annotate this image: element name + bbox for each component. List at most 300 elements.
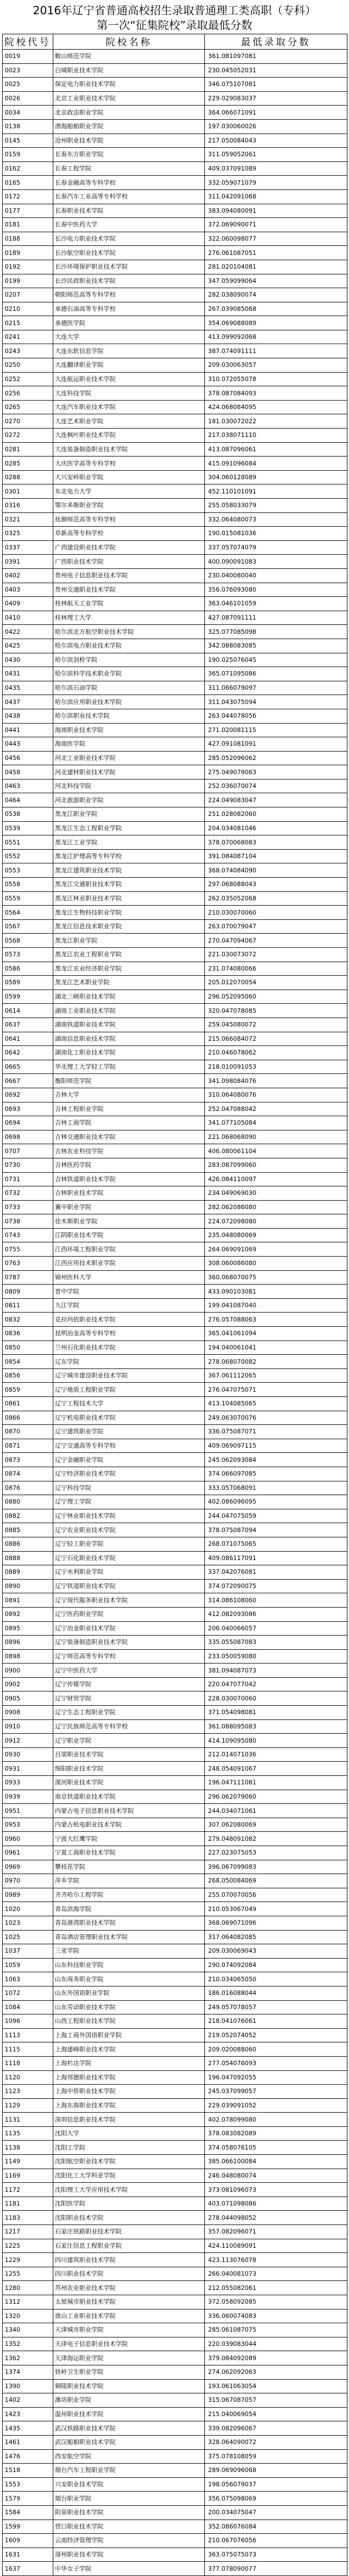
min-score-cell: 212.055082061 — [205, 2281, 347, 2295]
school-code-cell: 1402 — [3, 2393, 53, 2408]
school-code-cell: 0573 — [3, 948, 53, 962]
table-row — [3, 849, 347, 863]
school-code-cell: 1131 — [3, 2113, 53, 2127]
school-name-cell: 辽宁轻工职业学院 — [53, 1537, 205, 1551]
min-score-cell: 263.044078056 — [205, 709, 347, 723]
table-row — [3, 2309, 347, 2323]
school-name-cell: 云南经济管理学院 — [53, 2534, 205, 2548]
school-code-cell: 0025 — [3, 78, 53, 92]
school-name-cell: 铁岭卫生职业学院 — [53, 2365, 205, 2379]
table-row — [3, 1691, 347, 1706]
school-name-cell: 江西环境工程职业学院 — [53, 1242, 205, 1257]
school-code-cell: 1637 — [3, 2562, 53, 2576]
school-code-cell: 0953 — [3, 1818, 53, 1832]
table-row — [3, 527, 347, 541]
min-score-cell: 282.038090074 — [205, 288, 347, 302]
school-code-cell: 0882 — [3, 1509, 53, 1523]
school-name-cell: 辽宁现代服务职业技术学院 — [53, 1593, 205, 1608]
school-code-cell: 0693 — [3, 1102, 53, 1116]
table-row — [3, 1930, 347, 1944]
school-name-cell: 宁波大红鹰学院 — [53, 1832, 205, 1846]
table-row — [3, 1046, 347, 1060]
table-row — [3, 835, 347, 850]
school-code-cell: 0159 — [3, 148, 53, 162]
table-row — [3, 2211, 347, 2225]
table-row — [3, 232, 347, 246]
min-score-cell: 413.087096061 — [205, 442, 347, 457]
table-row — [3, 1368, 347, 1383]
school-name-cell: 辽宁冶金职业技术学院 — [53, 1621, 205, 1636]
table-row — [3, 934, 347, 948]
school-code-cell: 1020 — [3, 1902, 53, 1916]
school-name-cell: 辽宁装备制造职业技术学院 — [53, 1636, 205, 1650]
school-code-cell: 0908 — [3, 1706, 53, 1720]
school-code-cell: 1072 — [3, 1986, 53, 2000]
school-code-cell: 0567 — [3, 919, 53, 934]
header-school-name: 院校名称 — [53, 34, 205, 50]
school-name-cell: 吉林农业科技学院 — [53, 1144, 205, 1158]
table-row — [3, 1776, 347, 1790]
min-score-cell: 277.054076093 — [205, 2056, 347, 2070]
school-name-cell: 齐齐哈尔工程学院 — [53, 1888, 205, 1902]
school-name-cell: 承德医学院 — [53, 316, 205, 330]
table-row — [3, 400, 347, 414]
min-score-cell: 337.057074079 — [205, 540, 347, 555]
school-name-cell: 四川职业技术学院 — [53, 2267, 205, 2281]
min-score-cell: 278.044098052 — [205, 2211, 347, 2225]
school-code-cell: 1063 — [3, 1972, 53, 1986]
table-row — [3, 1818, 347, 1832]
school-code-cell: 0902 — [3, 1677, 53, 1691]
min-score-cell: 255.058033079 — [205, 499, 347, 513]
table-row — [3, 429, 347, 443]
min-score-cell: 374.072090075 — [205, 1579, 347, 1593]
school-name-cell: 抚顺师范高等专科学校 — [53, 512, 205, 527]
school-code-cell: 0731 — [3, 1172, 53, 1186]
min-score-cell: 224.049083047 — [205, 793, 347, 807]
school-name-cell: 吉林医药学院 — [53, 1158, 205, 1172]
school-name-cell: 河北建材职业技术学院 — [53, 765, 205, 780]
min-score-cell: 361.088095083 — [205, 1719, 347, 1734]
table-row — [3, 1495, 347, 1509]
min-score-cell: 283.087099060 — [205, 1158, 347, 1172]
school-name-cell: 黑龙江职业学院 — [53, 934, 205, 948]
table-row — [3, 2295, 347, 2309]
school-code-cell: 0743 — [3, 1228, 53, 1242]
min-score-cell: 198.056079037 — [205, 2477, 347, 2492]
table-row — [3, 695, 347, 709]
min-score-cell: 221.068068090 — [205, 1130, 347, 1144]
table-row — [3, 1144, 347, 1158]
document-title: 2016年辽宁省普通高校招生录取普通理工类高职（专科） — [33, 4, 316, 17]
table-row — [3, 667, 347, 681]
school-name-cell: 广西建设职业技术学院 — [53, 540, 205, 555]
school-code-cell: 0933 — [3, 1776, 53, 1790]
school-code-cell: 0892 — [3, 1607, 53, 1621]
school-code-cell: 1579 — [3, 2492, 53, 2506]
school-name-cell: 冀中职业学院 — [53, 1200, 205, 1214]
table-row — [3, 1790, 347, 1804]
min-score-cell: 381.094087073 — [205, 1664, 347, 1678]
school-code-cell: 0811 — [3, 1298, 53, 1313]
school-name-cell: 山东科技职业学院 — [53, 1958, 205, 1972]
min-score-cell: 210.053067049 — [205, 1902, 347, 1916]
school-code-cell: 0337 — [3, 540, 53, 555]
school-name-cell: 内蒙古电子信息职业技术学院 — [53, 1804, 205, 1818]
school-code-cell: 0889 — [3, 1565, 53, 1580]
table-row — [3, 2239, 347, 2253]
table-row — [3, 1355, 347, 1369]
min-score-cell: 204.034081046 — [205, 821, 347, 835]
school-code-cell: 1374 — [3, 2365, 53, 2379]
school-code-cell: 0243 — [3, 344, 53, 358]
school-code-cell: 0888 — [3, 1551, 53, 1565]
min-score-cell: 424.068084095 — [205, 400, 347, 414]
school-code-cell: 0732 — [3, 1186, 53, 1201]
school-name-cell: 广西职业技术学院 — [53, 555, 205, 569]
min-score-cell: 385.066100084 — [205, 2155, 347, 2169]
school-code-cell: 1280 — [3, 2281, 53, 2295]
school-name-cell: 辽宁交通高等专科学校 — [53, 1439, 205, 1453]
school-name-cell: 黑龙江建筑职业技术学院 — [53, 863, 205, 878]
min-score-cell: 289.069096068 — [205, 2464, 347, 2478]
school-code-cell: 1037 — [3, 1944, 53, 1959]
table-row — [3, 1832, 347, 1846]
school-name-cell: 长春汽车工业高等专科学校 — [53, 189, 205, 204]
table-row — [3, 863, 347, 878]
table-row — [3, 386, 347, 401]
table-row — [3, 906, 347, 920]
school-code-cell: 0854 — [3, 1355, 53, 1369]
table-row — [3, 1762, 347, 1776]
table-row — [3, 1313, 347, 1327]
school-name-cell: 阳泉职业技术学院 — [53, 2505, 205, 2520]
table-row — [3, 1944, 347, 1959]
min-score-cell: 339.082096067 — [205, 2421, 347, 2436]
school-code-cell: 0552 — [3, 849, 53, 863]
min-score-cell: 210.067076056 — [205, 2534, 347, 2548]
table-row — [3, 1972, 347, 1986]
min-score-cell: 296.052095060 — [205, 990, 347, 1004]
table-row — [3, 1986, 347, 2000]
table-row — [3, 274, 347, 288]
school-name-cell: 大连大学 — [53, 330, 205, 344]
school-code-cell: 0252 — [3, 372, 53, 386]
min-score-cell: 276.047075071 — [205, 1383, 347, 1397]
table-row — [3, 1747, 347, 1762]
table-row — [3, 1706, 347, 1720]
table-row — [3, 2042, 347, 2057]
table-row — [3, 1523, 347, 1537]
school-code-cell: 0951 — [3, 1804, 53, 1818]
school-code-cell: 0559 — [3, 891, 53, 906]
table-row — [3, 2534, 347, 2548]
table-header-row — [3, 34, 347, 50]
school-name-cell: 黑龙江生物科技职业学院 — [53, 906, 205, 920]
min-score-cell: 332.059071079 — [205, 176, 347, 190]
school-name-cell: 阜新高等专科学校 — [53, 527, 205, 541]
school-name-cell: 桂林航天工业学院 — [53, 597, 205, 611]
min-score-cell: 220.047077042 — [205, 1677, 347, 1691]
table-row — [3, 807, 347, 822]
table-row — [3, 1242, 347, 1257]
school-name-cell: 辽宁地质工程职业学院 — [53, 1383, 205, 1397]
school-name-cell: 辽宁经济职业技术学院 — [53, 1467, 205, 1481]
table-row — [3, 2085, 347, 2099]
school-name-cell: 温州职业技术学院 — [53, 2407, 205, 2421]
min-score-cell: 328.064090072 — [205, 2435, 347, 2449]
min-score-cell: 354.069088089 — [205, 316, 347, 330]
school-name-cell: 朝阳师范高等专科学校 — [53, 288, 205, 302]
table-row — [3, 1888, 347, 1902]
school-name-cell: 黑龙江交通职业技术学院 — [53, 878, 205, 892]
school-name-cell: 河北科技学院 — [53, 779, 205, 793]
table-row — [3, 1327, 347, 1341]
school-name-cell: 哈尔滨应用职业技术学院 — [53, 695, 205, 709]
school-name-cell: 辽宁民族师范高等专科学校 — [53, 1719, 205, 1734]
school-code-cell: 0192 — [3, 260, 53, 274]
table-row — [3, 1621, 347, 1636]
table-row — [3, 1902, 347, 1916]
table-row — [3, 344, 347, 358]
school-code-cell: 1169 — [3, 2169, 53, 2183]
school-name-cell: 沈阳职业技术学院 — [53, 2211, 205, 2225]
school-code-cell: 0692 — [3, 1088, 53, 1102]
school-code-cell: 0873 — [3, 1453, 53, 1467]
table-row — [3, 1411, 347, 1425]
school-code-cell: 0874 — [3, 1467, 53, 1481]
school-code-cell: 0325 — [3, 527, 53, 541]
school-code-cell: 0207 — [3, 288, 53, 302]
min-score-cell: 218.010091053 — [205, 1060, 347, 1074]
school-name-cell: 长春职业技术学院 — [53, 204, 205, 218]
school-code-cell: 1120 — [3, 2070, 53, 2085]
table-row — [3, 2562, 347, 2576]
school-name-cell: 辽宁建筑职业学院 — [53, 1425, 205, 1439]
school-name-cell: 黑龙江信息技术职业学院 — [53, 919, 205, 934]
school-name-cell: 烟台职业学院 — [53, 2492, 205, 2506]
min-score-cell: 403.071098086 — [205, 2197, 347, 2211]
min-score-cell: 433.090103081 — [205, 1285, 347, 1299]
table-row — [3, 976, 347, 990]
table-row — [3, 1214, 347, 1229]
table-row — [3, 499, 347, 513]
school-code-cell: 0876 — [3, 1481, 53, 1495]
school-code-cell: 0172 — [3, 189, 53, 204]
table-row — [3, 653, 347, 667]
school-code-cell: 0787 — [3, 1270, 53, 1285]
score-table — [2, 34, 347, 2576]
school-name-cell: 营口职业技术学院 — [53, 2520, 205, 2534]
school-name-cell: 武汉铁路职业技术学院 — [53, 2421, 205, 2436]
table-row — [3, 2365, 347, 2379]
table-row — [3, 2225, 347, 2239]
school-code-cell: 0694 — [3, 1116, 53, 1130]
table-row — [3, 484, 347, 499]
school-name-cell: 长春金融高等专科学校 — [53, 176, 205, 190]
school-name-cell: 苏州农业职业技术学院 — [53, 2281, 205, 2295]
school-name-cell: 河北旅游职业学院 — [53, 793, 205, 807]
table-row — [3, 1846, 347, 1860]
table-row — [3, 1804, 347, 1818]
min-score-cell: 368.074084090 — [205, 863, 347, 878]
school-name-cell: 兰州石化职业技术学院 — [53, 1341, 205, 1355]
min-score-cell: 217.038071110 — [205, 429, 347, 443]
min-score-cell: 219.052074052 — [205, 2028, 347, 2042]
school-name-cell: 上海杉达学院 — [53, 2056, 205, 2070]
school-code-cell: 0270 — [3, 414, 53, 429]
min-score-cell: 427.091081091 — [205, 737, 347, 752]
school-code-cell: 0738 — [3, 1214, 53, 1229]
school-code-cell: 0850 — [3, 1341, 53, 1355]
min-score-cell: 336.075087071 — [205, 1425, 347, 1439]
table-row — [3, 1228, 347, 1242]
min-score-cell: 209.030063057 — [205, 358, 347, 373]
school-name-cell: 吉林工商学院 — [53, 1116, 205, 1130]
school-code-cell: 1123 — [3, 2085, 53, 2099]
school-code-cell: 0210 — [3, 302, 53, 316]
table-row — [3, 246, 347, 260]
min-score-cell: 310.064080076 — [205, 1088, 347, 1102]
school-name-cell: 大连艺术职业学院 — [53, 414, 205, 429]
school-code-cell: 0856 — [3, 1368, 53, 1383]
school-code-cell: 0430 — [3, 653, 53, 667]
table-row — [3, 2014, 347, 2029]
school-code-cell: 0538 — [3, 807, 53, 822]
school-name-cell: 沧州职业技术学院 — [53, 134, 205, 148]
school-name-cell: 辽宁城市建设职业技术学院 — [53, 1368, 205, 1383]
table-row — [3, 1032, 347, 1046]
school-code-cell: 1096 — [3, 2014, 53, 2029]
min-score-cell: 249.057078057 — [205, 2000, 347, 2014]
table-row — [3, 681, 347, 695]
school-code-cell: 0539 — [3, 821, 53, 835]
school-name-cell: 北京政法职业学院 — [53, 106, 205, 120]
school-name-cell: 鄂尔多斯职业学院 — [53, 499, 205, 513]
table-row — [3, 1257, 347, 1271]
min-score-cell: 427.087091111 — [205, 611, 347, 625]
school-name-cell: 哈尔滨剑桥学院 — [53, 653, 205, 667]
min-score-cell: 311.043075094 — [205, 695, 347, 709]
table-row — [3, 2407, 347, 2421]
school-code-cell: 0402 — [3, 568, 53, 583]
min-score-cell: 279.048091082 — [205, 1832, 347, 1846]
table-row — [3, 2098, 347, 2113]
school-name-cell: 江阴职业技术学院 — [53, 1228, 205, 1242]
school-name-cell: 大连装备制造职业技术学院 — [53, 442, 205, 457]
min-score-cell: 210.046078062 — [205, 1046, 347, 1060]
min-score-cell: 209.020088060 — [205, 2042, 347, 2057]
table-row — [3, 723, 347, 737]
min-score-cell: 220.039083044 — [205, 2337, 347, 2351]
school-name-cell: 湖南化工职业技术学院 — [53, 1046, 205, 1060]
school-name-cell: 湖北三峡职业技术学院 — [53, 990, 205, 1004]
min-score-cell: 285.052096062 — [205, 751, 347, 765]
school-name-cell: 青岛酒店管理职业技术学院 — [53, 1930, 205, 1944]
table-row — [3, 442, 347, 457]
school-code-cell: 0162 — [3, 161, 53, 176]
table-row — [3, 204, 347, 218]
school-name-cell: 辽宁机电职业技术学院 — [53, 1411, 205, 1425]
school-name-cell: 萍乡学院 — [53, 1874, 205, 1888]
school-name-cell: 武汉船舶职业技术学院 — [53, 2435, 205, 2449]
school-code-cell: 1352 — [3, 2337, 53, 2351]
school-code-cell: 0034 — [3, 106, 53, 120]
min-score-cell: 212.014071036 — [205, 1747, 347, 1762]
school-code-cell: 0437 — [3, 695, 53, 709]
school-code-cell: 0861 — [3, 1397, 53, 1411]
table-row — [3, 1018, 347, 1032]
table-row — [3, 119, 347, 134]
school-name-cell: 贵州交通职业技术学院 — [53, 583, 205, 597]
min-score-cell: 336.060074083 — [205, 2309, 347, 2323]
table-row — [3, 1270, 347, 1285]
school-name-cell: 漠河职业技术学院 — [53, 1776, 205, 1790]
school-name-cell: 兴安职业技术学院 — [53, 2477, 205, 2492]
table-row — [3, 1579, 347, 1593]
table-row — [3, 1060, 347, 1074]
school-name-cell: 大连航运职业技术学院 — [53, 372, 205, 386]
school-code-cell: 0637 — [3, 1018, 53, 1032]
school-code-cell: 0599 — [3, 990, 53, 1004]
school-code-cell: 0698 — [3, 1130, 53, 1144]
school-name-cell: 山东商务职业学院 — [53, 1972, 205, 1986]
school-code-cell: 0939 — [3, 1790, 53, 1804]
school-code-cell: 0438 — [3, 709, 53, 723]
table-row — [3, 288, 347, 302]
table-row — [3, 1874, 347, 1888]
school-code-cell: 0809 — [3, 1285, 53, 1299]
table-row — [3, 779, 347, 793]
school-name-cell: 辽宁农业职业技术学院 — [53, 1523, 205, 1537]
table-row — [3, 2520, 347, 2534]
min-score-cell: 413.104085065 — [205, 1397, 347, 1411]
school-code-cell: 0288 — [3, 470, 53, 484]
min-score-cell: 282.062086080 — [205, 1200, 347, 1214]
school-code-cell: 0026 — [3, 91, 53, 106]
min-score-cell: 249.063070076 — [205, 1411, 347, 1425]
min-score-cell: 360.068070075 — [205, 1270, 347, 1285]
school-code-cell: 1225 — [3, 2239, 53, 2253]
school-name-cell: 石家庄信息工程职业学院 — [53, 2239, 205, 2253]
min-score-cell: 193.061063054 — [205, 2379, 347, 2393]
min-score-cell: 252.036070074 — [205, 779, 347, 793]
table-row — [3, 1341, 347, 1355]
table-row — [3, 737, 347, 752]
school-code-cell: 0019 — [3, 50, 53, 64]
min-score-cell: 402.078099080 — [205, 2113, 347, 2127]
school-code-cell: 0456 — [3, 751, 53, 765]
school-code-cell: 1183 — [3, 2211, 53, 2225]
min-score-cell: 264.069091069 — [205, 1242, 347, 1257]
school-name-cell: 山东劳动职业技术学院 — [53, 2000, 205, 2014]
table-row — [3, 751, 347, 765]
school-code-cell: 0443 — [3, 737, 53, 752]
school-name-cell: 天津电子信息职业技术学院 — [53, 2337, 205, 2351]
min-score-cell: 337.042076081 — [205, 1565, 347, 1580]
school-code-cell: 0391 — [3, 555, 53, 569]
min-score-cell: 368.069071096 — [205, 1916, 347, 1930]
school-code-cell: 0871 — [3, 1439, 53, 1453]
school-code-cell: 0891 — [3, 1593, 53, 1608]
table-row — [3, 919, 347, 934]
table-row — [3, 260, 347, 274]
school-name-cell: 九江学院 — [53, 1298, 205, 1313]
min-score-cell: 255.070070056 — [205, 1888, 347, 1902]
min-score-cell: 315.067087057 — [205, 2393, 347, 2408]
min-score-cell: 402.086096095 — [205, 1495, 347, 1509]
table-row — [3, 2070, 347, 2085]
